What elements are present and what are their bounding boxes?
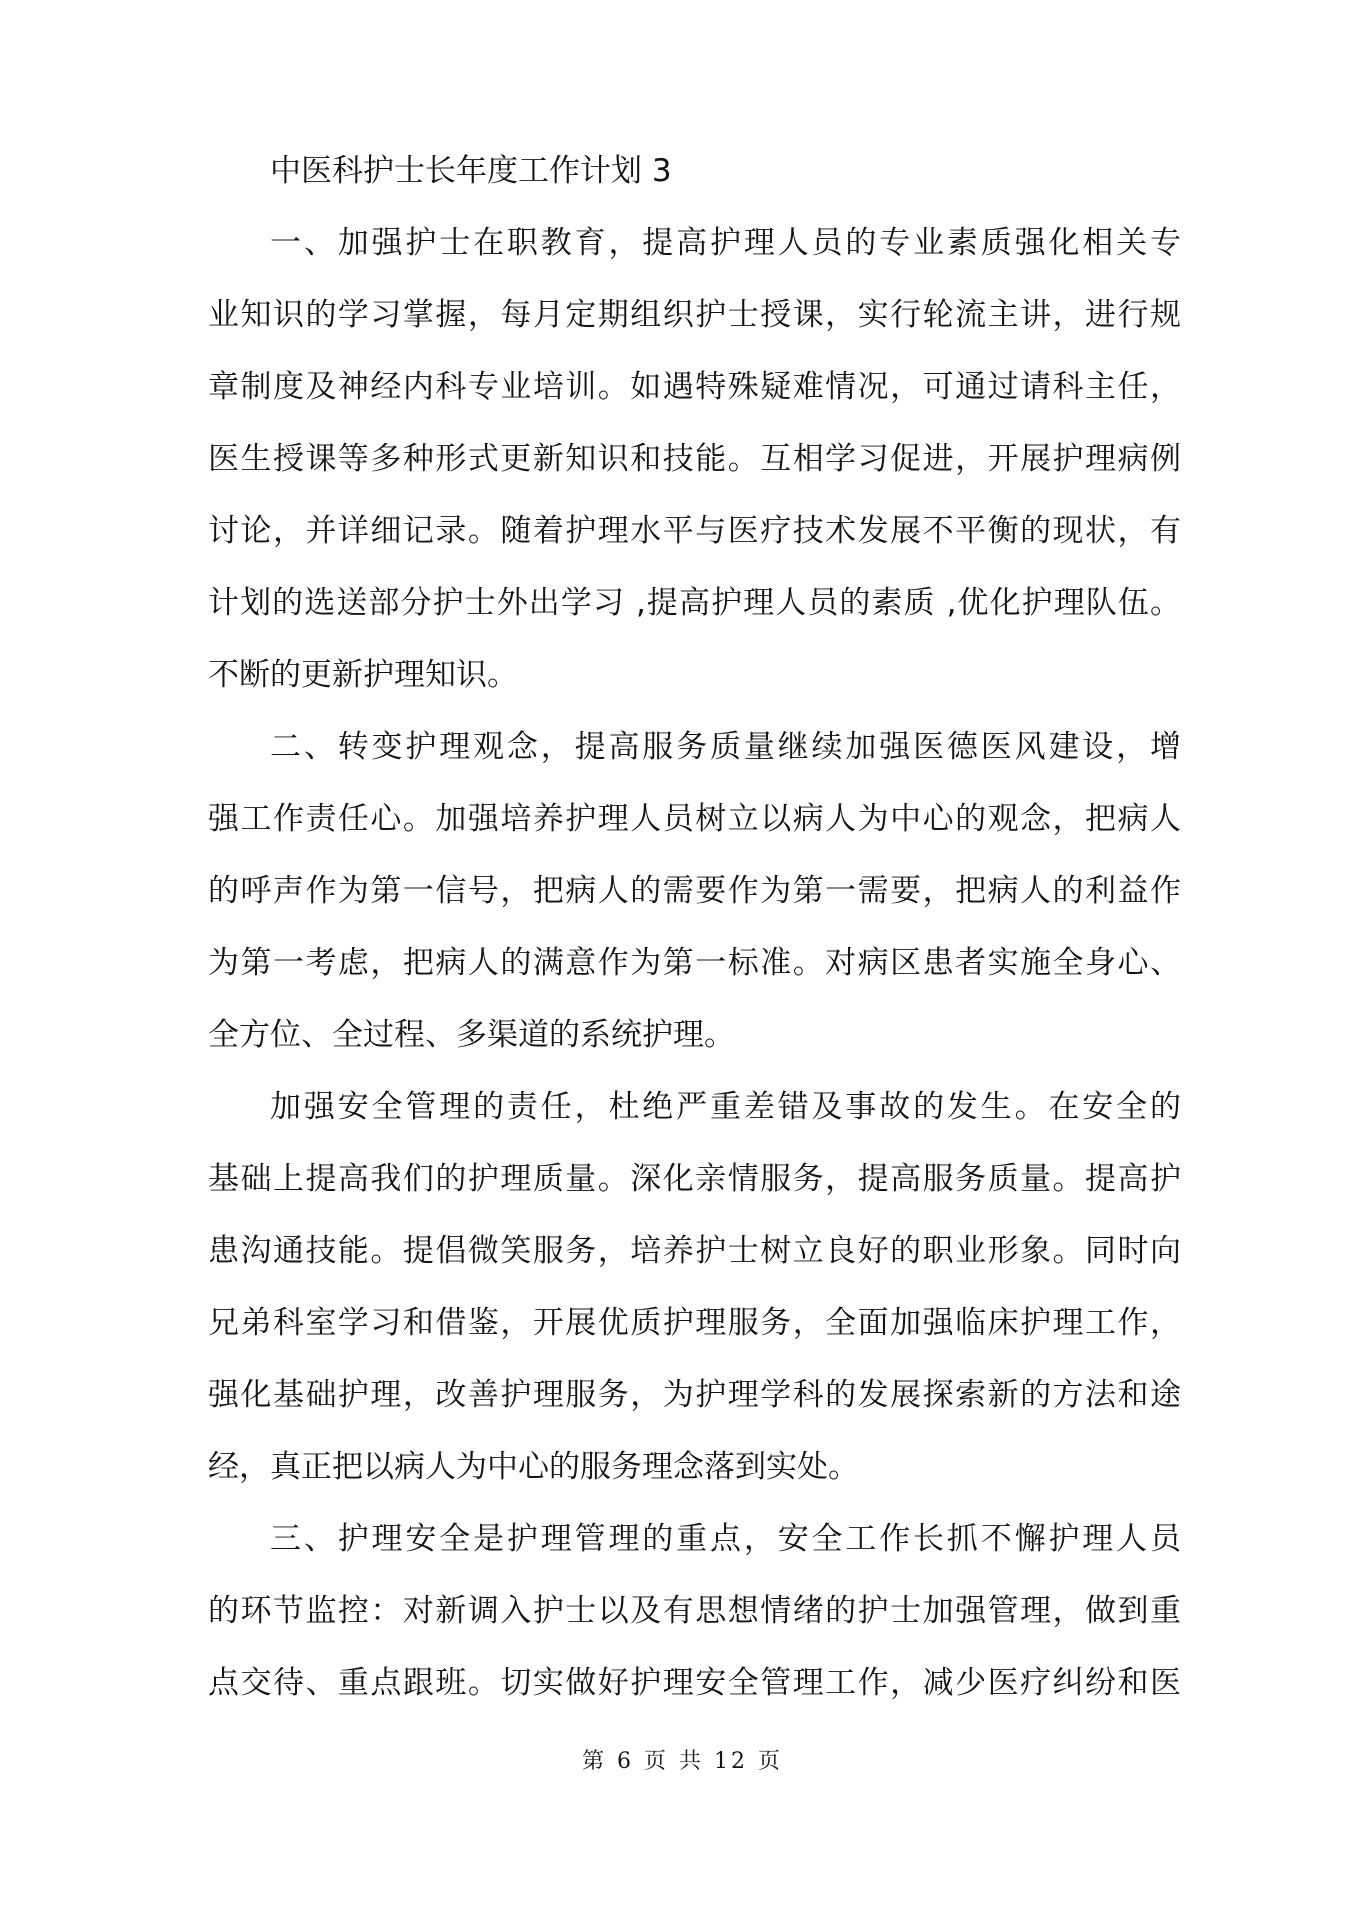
text-line: 经，真正把以病人为中心的服务理念落到实处。 bbox=[208, 1449, 859, 1485]
text-line: 为第一考虑，把病人的满意作为第一标准。对病区患者实施全身心、 bbox=[208, 945, 1181, 981]
text-line: 全方位、全过程、多渠道的系统护理。 bbox=[208, 1017, 735, 1053]
paragraph bbox=[208, 1503, 1181, 1719]
text-line: 业知识的学习掌握，每月定期组织护士授课，实行轮流主讲，进行规 bbox=[208, 297, 1181, 333]
text-line: 点交待、重点跟班。切实做好护理安全管理工作，减少医疗纠纷和医 bbox=[208, 1665, 1181, 1701]
paragraph-list bbox=[208, 207, 1181, 1719]
document-body bbox=[208, 135, 1181, 1719]
text-line: 章制度及神经内科专业培训。如遇特殊疑难情况，可通过请科主任， bbox=[208, 369, 1181, 405]
document-title: 中医科护士长年度工作计划 3 bbox=[270, 153, 672, 189]
text-line: 不断的更新护理知识。 bbox=[208, 657, 518, 693]
text-line: 患沟通技能。提倡微笑服务，培养护士树立良好的职业形象。同时向 bbox=[208, 1233, 1181, 1269]
text-line: 强工作责任心。加强培养护理人员树立以病人为中心的观念，把病人 bbox=[208, 801, 1181, 837]
text-line: 二、转变护理观念，提高服务质量继续加强医德医风建设，增 bbox=[270, 729, 1181, 765]
text-line: 加强安全管理的责任，杜绝严重差错及事故的发生。在安全的 bbox=[270, 1089, 1181, 1125]
text-line: 基础上提高我们的护理质量。深化亲情服务，提高服务质量。提高护 bbox=[208, 1161, 1181, 1197]
paragraph bbox=[208, 1071, 1181, 1503]
page-footer: 第 6 页 共 12 页 bbox=[582, 1749, 783, 1774]
text-line: 强化基础护理，改善护理服务，为护理学科的发展探索新的方法和途 bbox=[208, 1377, 1181, 1413]
text-line: 兄弟科室学习和借鉴，开展优质护理服务，全面加强临床护理工作， bbox=[208, 1305, 1181, 1341]
text-line: 计划的选送部分护士外出学习 ,提高护理人员的素质 ,优化护理队伍。 bbox=[208, 585, 1181, 621]
paragraph bbox=[208, 207, 1181, 711]
paragraph bbox=[208, 711, 1181, 1071]
text-line: 三、护理安全是护理管理的重点，安全工作长抓不懈护理人员 bbox=[270, 1521, 1181, 1557]
text-line: 的呼声作为第一信号，把病人的需要作为第一需要，把病人的利益作 bbox=[208, 873, 1181, 909]
text-line: 的环节监控：对新调入护士以及有思想情绪的护士加强管理，做到重 bbox=[208, 1593, 1181, 1629]
text-line: 讨论，并详细记录。随着护理水平与医疗技术发展不平衡的现状，有 bbox=[208, 513, 1181, 549]
text-line: 一、加强护士在职教育，提高护理人员的专业素质强化相关专 bbox=[270, 225, 1181, 261]
text-line: 医生授课等多种形式更新知识和技能。互相学习促进，开展护理病例 bbox=[208, 441, 1181, 477]
